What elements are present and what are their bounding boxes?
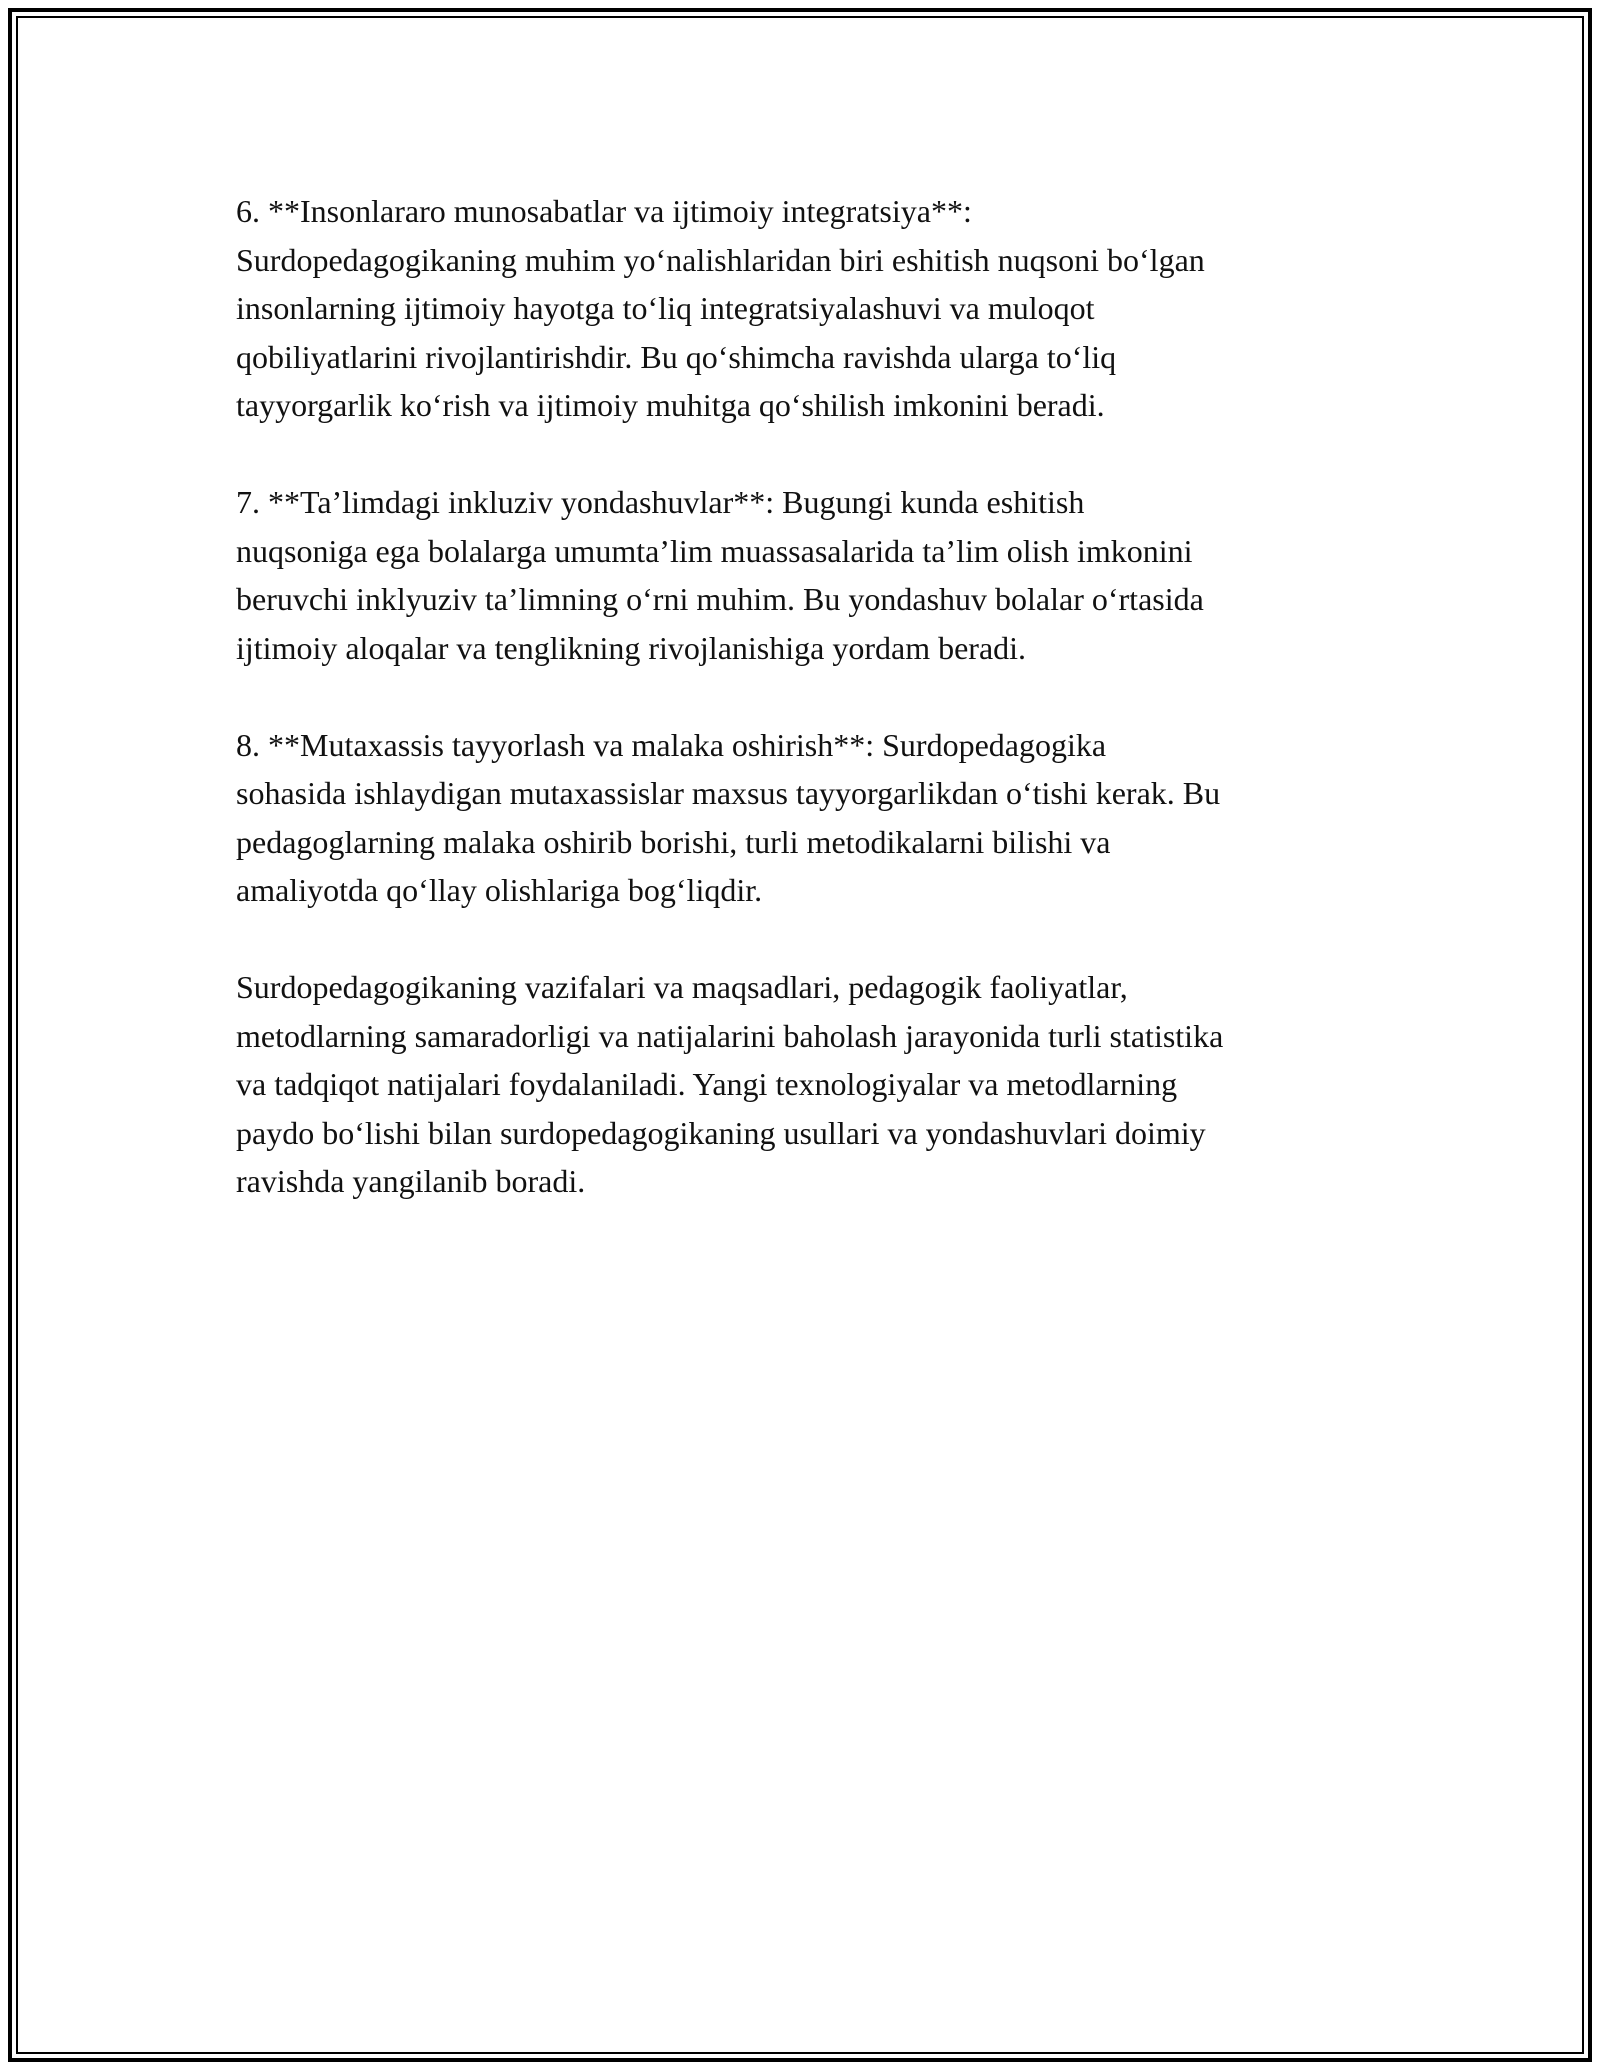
document-body <box>236 187 1406 1206</box>
paragraph-interpersonal-relations: 6. **Insonlararo munosabatlar va ijtimoiy integratsiya**: Surdopedagogikaning muhim yo‘nalishlaridan biri eshitish nuqsoni bo‘lgan insonlarning ijtimoiy hayotga to‘liq integratsiyalashuvi va muloqot qobiliyatlarini rivojlantirishdir. Bu qo‘shimcha ravishda ularga to‘liq tayyorgarlik ko‘rish va ijtimoiy muhitga qo‘shilish imkonini beradi. <box>236 193 1205 423</box>
paragraph-inclusive-approaches: 7. **Ta’limdagi inkluziv yondashuvlar**: Bugungi kunda eshitish nuqsoniga ega bolalarga umumta’lim muassasalarida ta’lim olish imkonini beruvchi inklyuziv ta’limning o‘rni muhim. Bu yondashuv bolalar o‘rtasida ijtimoiy aloqalar va tenglikning rivojlanishiga yordam beradi. <box>236 484 1204 666</box>
paragraph-specialist-training: 8. **Mutaxassis tayyorlash va malaka oshirish**: Surdopedagogika sohasida ishlaydigan mutaxassislar maxsus tayyorgarlikdan o‘tishi kerak. Bu pedagoglarning malaka oshirib borishi, turli metodikalarni bilishi va amaliyotda qo‘llay olishlariga bog‘liqdir. <box>236 726 1221 908</box>
paragraph-conclusion: Surdopedagogikaning vazifalari va maqsadlari, pedagogik faoliyatlar, metodlarning samaradorligi va natijalarini baholash jarayonida turli statistika va tadqiqot natijalari foydalaniladi. Yangi texnologiyalar va metodlarning paydo bo‘lishi bilan surdopedagogikaning usullari va yondashuvlari doimiy ravishda yangilanib boradi. <box>236 969 1224 1199</box>
